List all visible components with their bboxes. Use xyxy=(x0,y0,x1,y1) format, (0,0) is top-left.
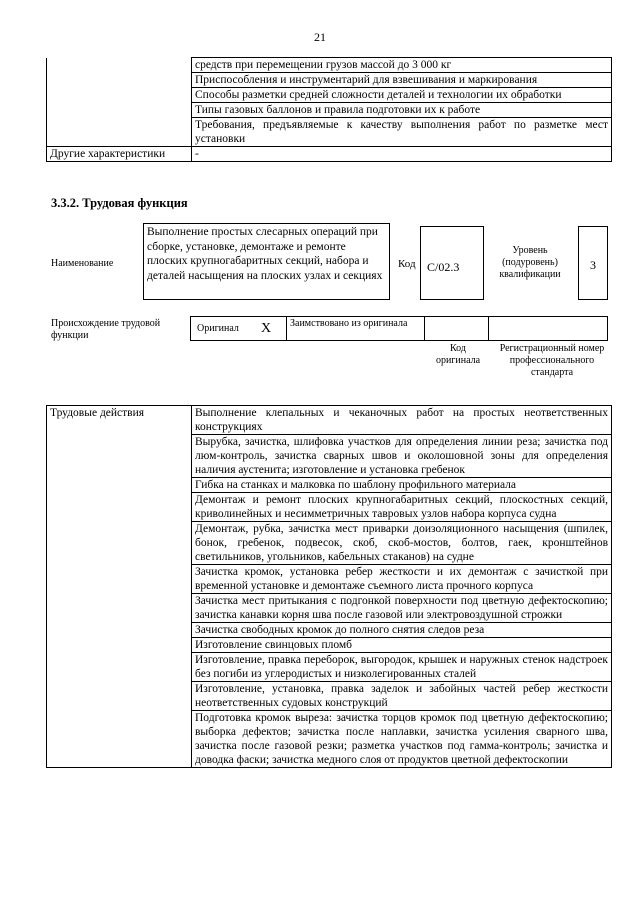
labor-actions-label: Трудовые действия xyxy=(47,406,192,768)
table-row xyxy=(47,118,612,147)
table-row xyxy=(47,147,612,162)
level-value: 3 xyxy=(578,226,608,300)
table-row xyxy=(47,406,612,435)
row-label xyxy=(47,88,192,103)
origin-label: Происхождение трудовой функции xyxy=(51,318,161,341)
row-text: Приспособления и инструментарий для взвешивания и маркирования xyxy=(192,73,612,88)
labor-actions-table xyxy=(46,405,612,768)
labor-action-item: Изготовление, установка, правка заделок и забойных частей ребер жесткости неответственных судовых конструкций xyxy=(192,682,612,711)
code-label: Код xyxy=(398,258,416,270)
code-value: C/02.3 xyxy=(420,226,484,300)
knowledge-table xyxy=(46,57,612,162)
name-label: Наименование xyxy=(51,258,114,269)
original-mark: X xyxy=(261,321,272,336)
table-row xyxy=(47,58,612,73)
section-heading: 3.3.2. Трудовая функция xyxy=(51,196,188,210)
reg-number-cell xyxy=(488,316,608,341)
row-label xyxy=(47,58,192,73)
row-label xyxy=(47,73,192,88)
labor-action-item: Изготовление свинцовых пломб xyxy=(192,638,612,653)
labor-action-item: Зачистка кромок, установка ребер жесткости и их демонтаж с зачисткой при временной установке и демонтаже съемного листа прочного корпуса xyxy=(192,565,612,594)
row-label xyxy=(47,118,192,147)
reg-number-caption: Регистрационный номер профессионального стандарта xyxy=(499,343,605,378)
code-original-caption: Код оригинала xyxy=(435,343,481,366)
origin-row xyxy=(190,316,608,341)
borrowed-cell: Заимствовано из оригинала xyxy=(286,316,425,341)
labor-action-item: Изготовление, правка переборок, выгородок, крышек и наружных стенок надстроек без погиби из углеродистых и низколегированных сталей xyxy=(192,653,612,682)
row-text: Типы газовых баллонов и правила подготовки их к работе xyxy=(192,103,612,118)
row-text: Способы разметки средней сложности деталей и технологии их обработки xyxy=(192,88,612,103)
code-original-cell xyxy=(424,316,489,341)
row-label xyxy=(47,103,192,118)
labor-action-item: Демонтаж, рубка, зачистка мест приварки доизоляционного насыщения (шпилек, бонок, гребенок, подвесок, скоб, скоб-мостов, болтов, гаек, кронштейнов светильников, угольников, кабельных стаканов) на судне xyxy=(192,522,612,565)
labor-action-item: Выполнение клепальных и чеканочных работ на простых неответственных конструкциях xyxy=(192,406,612,435)
labor-action-item: Гибка на станках и малковка по шаблону профильного материала xyxy=(192,478,612,493)
row-label: Другие характеристики xyxy=(47,147,192,162)
labor-action-item: Вырубка, зачистка, шлифовка участков для определения линии реза; зачистка под люм-контроль, зачистка сварных швов и околошовной зоны для определения наличия аустенита; изготовление и установка гребенок xyxy=(192,435,612,478)
row-text: - xyxy=(192,147,612,162)
labor-action-item: Подготовка кромок выреза: зачистка торцов кромок под цветную дефектоскопию; выборка дефектов; зачистка после наплавки, зачистка усиления сварного шва, зачистка после газовой резки; разметка участков под гамма-контроль; зачистка и доводка фаски; зачистка медного слоя от продуктов цветной дефектоскопии xyxy=(192,711,612,768)
function-name: Выполнение простых слесарных операций при сборке, установке, демонтаже и ремонте плоских крупногабаритных секций, набора и деталей насыщения на плоских узлах и секциях xyxy=(143,223,390,300)
level-label: Уровень (подуровень) квалификации xyxy=(499,245,561,280)
original-cell xyxy=(190,316,287,341)
table-row xyxy=(47,88,612,103)
original-label: Оригинал xyxy=(197,323,239,334)
table-row xyxy=(47,103,612,118)
page-number: 21 xyxy=(314,30,326,44)
labor-action-item: Зачистка мест притыкания с подгонкой поверхности под цветную дефектоскопию; зачистка канавки корня шва после газовой или электровоздушной строжки xyxy=(192,594,612,623)
labor-action-item: Демонтаж и ремонт плоских крупногабаритных секций, плоскостных секций, криволинейных и несимметричных тавровых узлов набора корпуса судна xyxy=(192,493,612,522)
row-text: Требования, предъявляемые к качеству выполнения работ по разметке мест установки xyxy=(192,118,612,147)
table-row xyxy=(47,73,612,88)
row-text: средств при перемещении грузов массой до 3 000 кг xyxy=(192,58,612,73)
labor-action-item: Зачистка свободных кромок до полного снятия следов реза xyxy=(192,623,612,638)
